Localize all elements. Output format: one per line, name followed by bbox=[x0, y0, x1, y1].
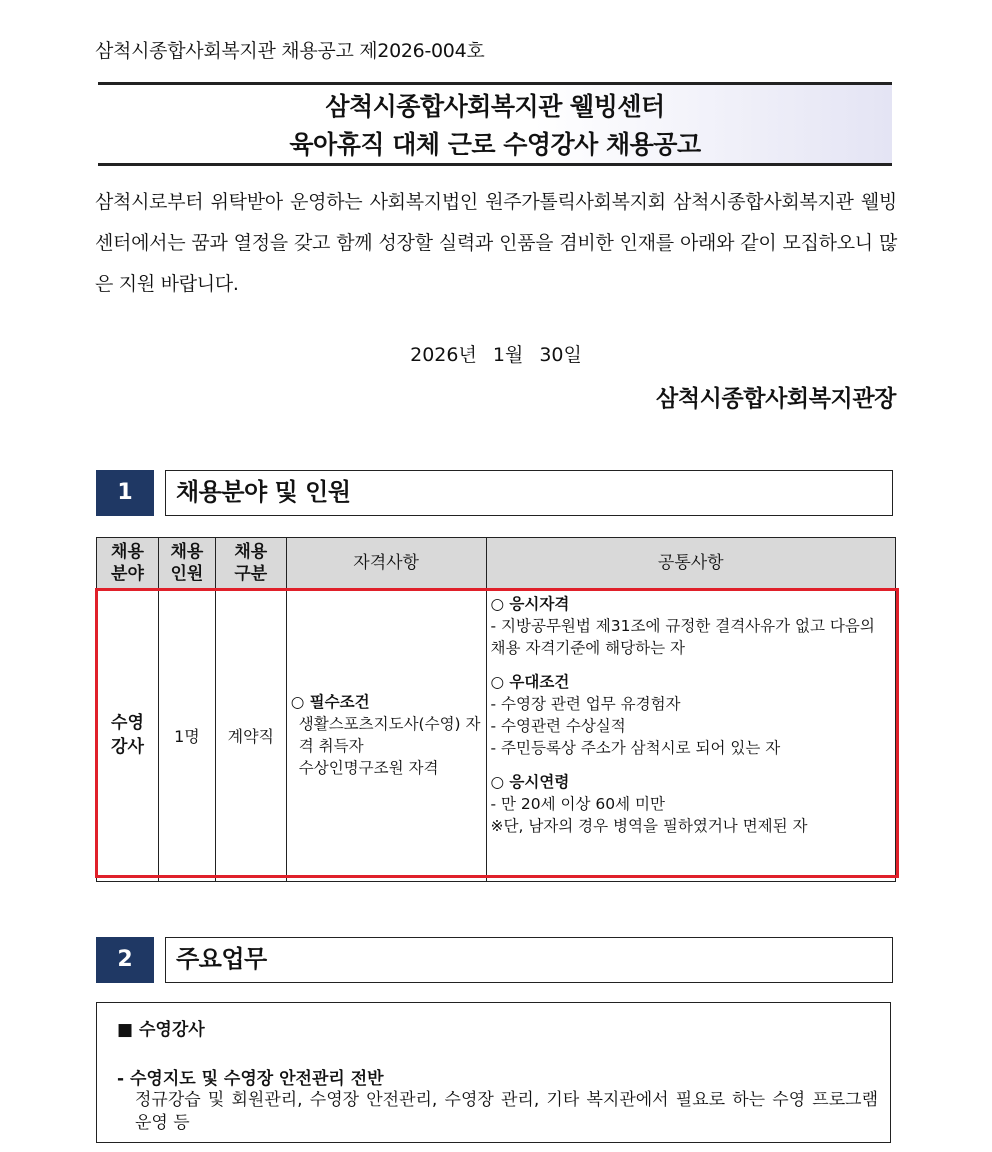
section-1-title: 채용분야 및 인원 bbox=[165, 470, 893, 516]
notice-date: 2026년 1월 30일 bbox=[410, 344, 582, 366]
table-row bbox=[97, 589, 896, 882]
duties-box bbox=[96, 1002, 891, 1143]
cell-type: 계약직 bbox=[215, 589, 286, 882]
section-2-title: 주요업무 bbox=[165, 937, 893, 983]
cell-field: 수영 강사 bbox=[97, 589, 159, 882]
common-preference-line-1: - 수영장 관련 업무 유경험자 bbox=[490, 695, 681, 713]
title-line-2: 육아휴직 대체 근로 수영강사 채용공고 bbox=[289, 130, 701, 159]
cell-common bbox=[486, 589, 895, 882]
cell-count: 1명 bbox=[158, 589, 215, 882]
common-age-line-1: - 만 20세 이상 60세 미만 bbox=[490, 795, 666, 813]
common-preference-line-3: - 주민등록상 주소가 삼척시로 되어 있는 자 bbox=[490, 739, 781, 757]
issuer-name: 삼척시종합사회복지관장 bbox=[656, 386, 896, 412]
common-preference-line-2: - 수영관련 수상실적 bbox=[490, 717, 626, 735]
duties-heading: ■ 수영강사 bbox=[117, 1020, 205, 1040]
header-field: 채용 분야 bbox=[97, 538, 159, 589]
header-type: 채용 구분 bbox=[215, 538, 286, 589]
qual-line-2: 수상인명구조원 자격 bbox=[298, 759, 439, 777]
section-1-number: 1 bbox=[96, 470, 154, 516]
title-line-1: 삼척시종합사회복지관 웰빙센터 bbox=[325, 92, 665, 121]
notice-number: 삼척시종합사회복지관 채용공고 제2026-004호 bbox=[95, 40, 485, 62]
duties-description: 정규강습 및 회원관리, 수영장 안전관리, 수영장 관리, 기타 복지관에서 필요로 하는 수영 프로그램 운영 등 bbox=[135, 1090, 878, 1133]
qual-line-1: 생활스포츠지도사(수영) 자격 취득자 bbox=[298, 715, 481, 755]
cell-qualification bbox=[286, 589, 486, 882]
section-2-number: 2 bbox=[96, 937, 154, 983]
common-heading-age: ○ 응시연령 bbox=[490, 773, 570, 791]
recruitment-table bbox=[96, 537, 896, 882]
common-heading-preference: ○ 우대조건 bbox=[490, 673, 570, 691]
common-eligibility-line: - 지방공무원법 제31조에 규정한 결격사유가 없고 다음의 채용 자격기준에 해당하는 자 bbox=[490, 617, 875, 657]
common-age-line-2: ※단, 남자의 경우 병역을 필하였거나 면제된 자 bbox=[490, 817, 808, 835]
header-qualification: 자격사항 bbox=[286, 538, 486, 589]
title-banner bbox=[98, 82, 892, 166]
duties-item: - 수영지도 및 수영장 안전관리 전반 bbox=[117, 1069, 384, 1089]
intro-paragraph: 삼척시로부터 위탁받아 운영하는 사회복지법인 원주가톨릭사회복지회 삼척시종합사회복지관 웰빙센터에서는 꿈과 열정을 갖고 함께 성장할 실력과 인품을 겸비한 인재를 아래와 같이 모집하오니 많은 지원 바랍니다. bbox=[95, 191, 897, 295]
header-count: 채용 인원 bbox=[158, 538, 215, 589]
common-heading-eligibility: ○ 응시자격 bbox=[490, 595, 570, 613]
qual-heading: ○ 필수조건 bbox=[290, 693, 370, 711]
table-header-row bbox=[97, 538, 896, 589]
header-common: 공통사항 bbox=[486, 538, 895, 589]
